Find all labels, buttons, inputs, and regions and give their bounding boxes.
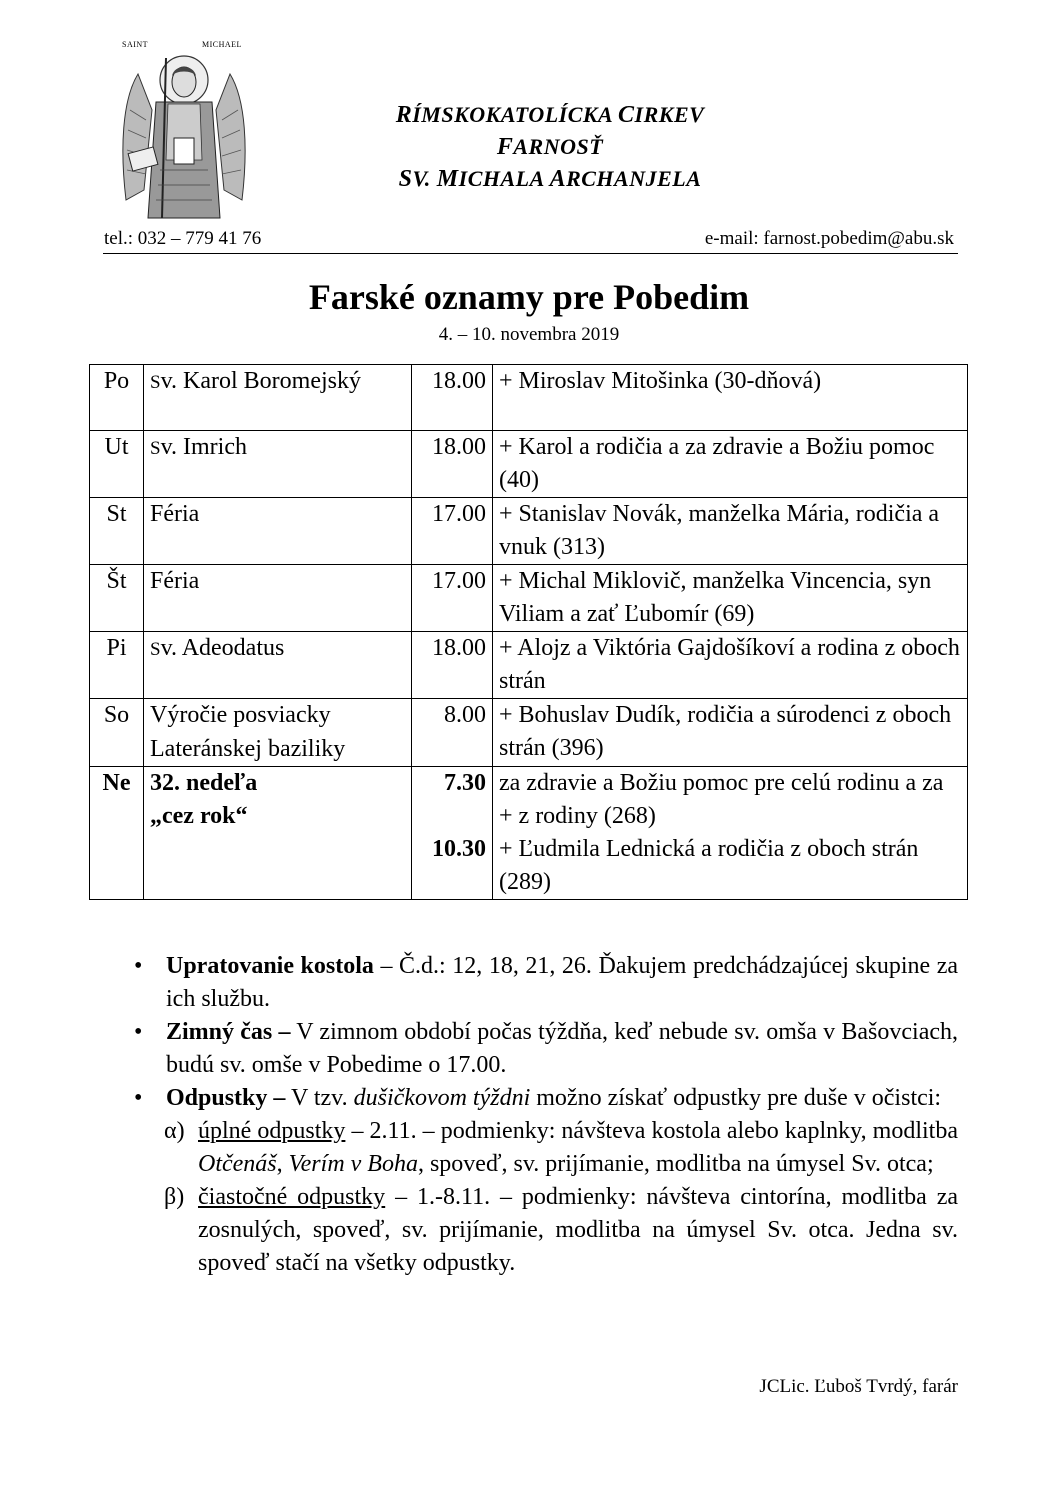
saint-cell: Sv. Karol Boromejský — [144, 365, 412, 431]
time-first: 7.30 — [444, 770, 486, 796]
intention-first: za zdravie a Božiu pomoc pre celú rodinu a za + z rodiny (268) — [499, 770, 944, 829]
day-cell: Ut — [90, 431, 144, 498]
time-cell: 8.00 — [412, 699, 493, 767]
header-divider — [103, 253, 958, 254]
org-line-2: FARNOSŤ — [496, 134, 604, 160]
sunday-title: 32. nedeľa — [150, 770, 258, 796]
icon-caption-right: MICHAEL — [202, 40, 242, 49]
intention-cell: + Michal Miklovič, manželka Vincencia, syn Viliam a zať Ľubomír (69) — [493, 565, 968, 632]
table-row — [90, 632, 968, 699]
day-cell: Pi — [90, 632, 144, 699]
day-cell: Ne — [90, 767, 144, 900]
sub-item-beta: β) čiastočné odpustky – 1.-8.11. – podmienky: návšteva cintorína, modlitba za zosnulých, spoveď, sv. prijímanie, modlitba na úmysel Sv. otca. Jedna sv. spoveď stačí na všetky odpustky. — [134, 1181, 958, 1280]
archangel-icon — [116, 40, 252, 220]
mass-schedule-table — [89, 364, 968, 900]
day-cell: Št — [90, 565, 144, 632]
saint-cell: Sv. Adeodatus — [144, 632, 412, 699]
alpha-marker: α) — [164, 1118, 185, 1144]
table-row-sunday — [90, 767, 968, 900]
email-address: e-mail: farnost.pobedim@abu.sk — [704, 228, 954, 249]
saint-michael-icon-image — [116, 40, 252, 220]
intention-cell: + Stanislav Novák, manželka Mária, rodičia a vnuk (313) — [493, 498, 968, 565]
sub-item-alpha: α) úplné odpustky – 2.11. – podmienky: návšteva kostola alebo kaplnky, modlitba Otčenáš, Verím v Boha, spoveď, sv. prijímanie, modlitba na úmysel Sv. otca; — [134, 1115, 958, 1181]
time-cell: 18.00 — [412, 365, 493, 431]
time-cell: 17.00 — [412, 565, 493, 632]
time-second: 10.30 — [432, 836, 486, 862]
day-cell: St — [90, 498, 144, 565]
phone-number: tel.: 032 – 779 41 76 — [104, 228, 262, 249]
list-item: • Zimný čas – V zimnom období počas týždňa, keď nebude sv. omša v Bašovciach, budú sv. omše v Pobedime o 17.00. — [134, 1016, 958, 1082]
bullet-icon: • — [134, 953, 143, 979]
table-row — [90, 565, 968, 632]
intention-cell: + Alojz a Viktória Gajdošíkoví a rodina z oboch strán — [493, 632, 968, 699]
announcements-list — [134, 950, 958, 1280]
time-cell — [412, 767, 493, 900]
intention-cell — [493, 767, 968, 900]
table-row — [90, 699, 968, 767]
saint-cell: Výročie posviacky Lateránskej baziliky — [144, 699, 412, 767]
intention-cell: + Miroslav Mitošinka (30-dňová) — [493, 365, 968, 431]
time-cell: 17.00 — [412, 498, 493, 565]
org-line-3: SV. MICHALA ARCHANJELA — [398, 166, 702, 192]
bullet-icon: • — [134, 1019, 143, 1045]
list-item: • Upratovanie kostola – Č.d.: 12, 18, 21, 26. Ďakujem predchádzajúcej skupine za ich službu. — [134, 950, 958, 1016]
time-cell: 18.00 — [412, 431, 493, 498]
org-line-1: RÍMSKOKATOLÍCKA CIRKEV — [395, 102, 705, 128]
signature: JCLic. Ľuboš Tvrdý, farár — [759, 1376, 958, 1397]
day-cell: So — [90, 699, 144, 767]
intention-second: + Ľudmila Lednická a rodičia z oboch strán (289) — [499, 836, 919, 895]
intention-cell: + Karol a rodičia a za zdravie a Božiu pomoc (40) — [493, 431, 968, 498]
bullet-icon: • — [134, 1085, 143, 1111]
saint-cell — [144, 767, 412, 900]
list-item: • Odpustky – V tzv. dušičkovom týždni možno získať odpustky pre duše v očistci: — [134, 1082, 958, 1115]
saint-cell: Féria — [144, 565, 412, 632]
saint-cell: Sv. Imrich — [144, 431, 412, 498]
beta-marker: β) — [164, 1184, 185, 1210]
table-row — [90, 431, 968, 498]
time-cell: 18.00 — [412, 632, 493, 699]
day-cell: Po — [90, 365, 144, 431]
saint-cell: Féria — [144, 498, 412, 565]
table-row — [90, 498, 968, 565]
date-range: 4. – 10. novembra 2019 — [438, 324, 620, 345]
sunday-subtitle: „cez rok“ — [150, 803, 248, 829]
page-title: Farské oznamy pre Pobedim — [308, 277, 750, 317]
icon-caption-left: SAINT — [122, 40, 149, 49]
intention-cell: + Bohuslav Dudík, rodičia a súrodenci z oboch strán (396) — [493, 699, 968, 767]
table-row — [90, 365, 968, 431]
